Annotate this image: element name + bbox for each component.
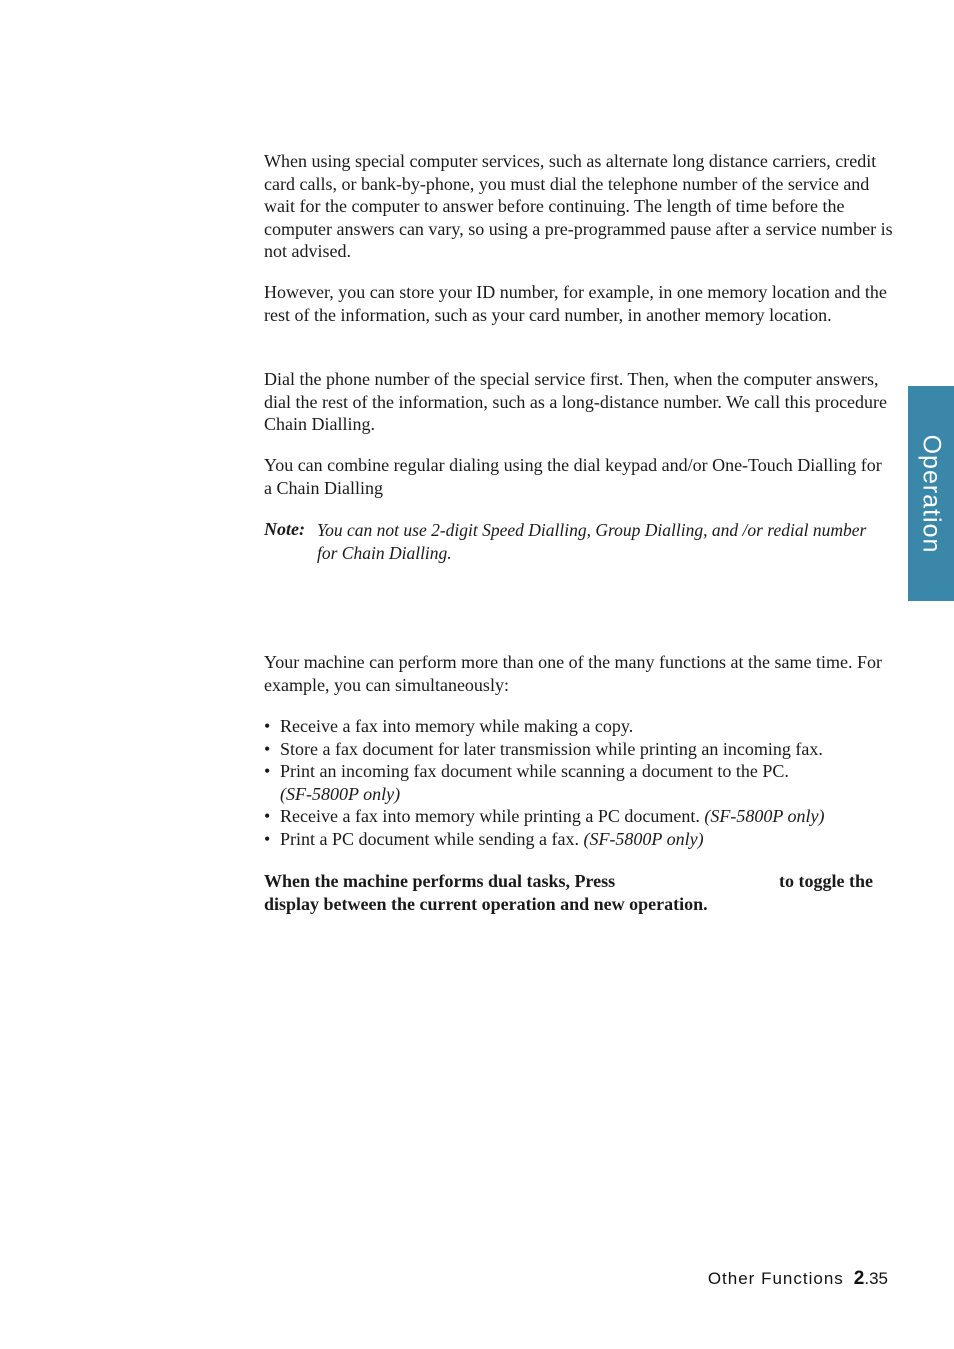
list-item-text: Print a PC document while sending a fax.	[280, 828, 584, 849]
bullet-icon: •	[264, 716, 271, 736]
note-text: You can not use 2-digit Speed Dialling, Group Dialling, and /or redial number for Chain Dialling.	[317, 520, 867, 563]
paragraph-special-services: When using special computer services, such as alternate long distance carriers, credit card calls, or bank-by-phone, you must dial the telephone number of the service and wait for the computer to answer before continuing. The length of time before the computer answers can vary, so using a pre-programmed pause after a service number is not advised.	[264, 151, 893, 262]
footer-page-number: .35	[864, 1269, 888, 1288]
paragraph-multi-task-intro: Your machine can perform more than one of the many functions at the same time. For example, you can simultaneously:	[264, 652, 883, 695]
footer-chapter-number: 2	[853, 1268, 865, 1289]
list-item-text: Receive a fax into memory while printing a PC document.	[280, 806, 705, 827]
note-label: Note:	[264, 519, 305, 539]
list-item	[264, 805, 904, 828]
footer-section-title: Other Functions	[707, 1269, 844, 1288]
list-item-model-note: (SF-5800P only)	[583, 828, 704, 849]
list-item-text: Receive a fax into memory while making a copy.	[280, 716, 634, 736]
list-item	[264, 715, 904, 738]
list-item	[264, 738, 904, 761]
list-item	[264, 760, 904, 805]
dual-task-instruction-start: When the machine performs dual tasks, Press	[264, 871, 616, 891]
paragraph-store-id: However, you can store your ID number, for example, in one memory location and the rest of the information, such as your card number, in another memory location.	[264, 282, 887, 325]
dual-task-instruction-line2: display between the current operation and new operation.	[264, 893, 708, 914]
section-tab-label: Operation	[917, 434, 946, 553]
paragraph-combine-dialing: You can combine regular dialing using the dial keypad and/or One-Touch Dialling for a Chain Dialling	[264, 455, 882, 498]
bullet-icon: •	[264, 806, 271, 827]
list-item-text: Store a fax document for later transmission while printing an incoming fax.	[280, 738, 823, 759]
bullet-icon: •	[264, 828, 271, 849]
list-item-model-note: (SF-5800P only)	[704, 806, 825, 827]
dual-task-instruction-end: to toggle the	[779, 871, 873, 891]
bullet-icon: •	[264, 738, 271, 759]
list-item	[264, 828, 904, 851]
dual-task-instruction	[264, 870, 894, 915]
list-item-model-note: (SF-5800P only)	[280, 783, 401, 804]
list-item-text: Print an incoming fax document while scanning a document to the PC.	[280, 761, 789, 782]
multi-task-list	[264, 715, 904, 851]
page-footer	[708, 1268, 888, 1290]
section-tab	[908, 386, 954, 601]
bullet-icon: •	[264, 761, 271, 782]
paragraph-chain-dialling: Dial the phone number of the special service first. Then, when the computer answers, dial the rest of the information, such as a long-distance number. We call this procedure Chain Dialling.	[264, 369, 888, 435]
